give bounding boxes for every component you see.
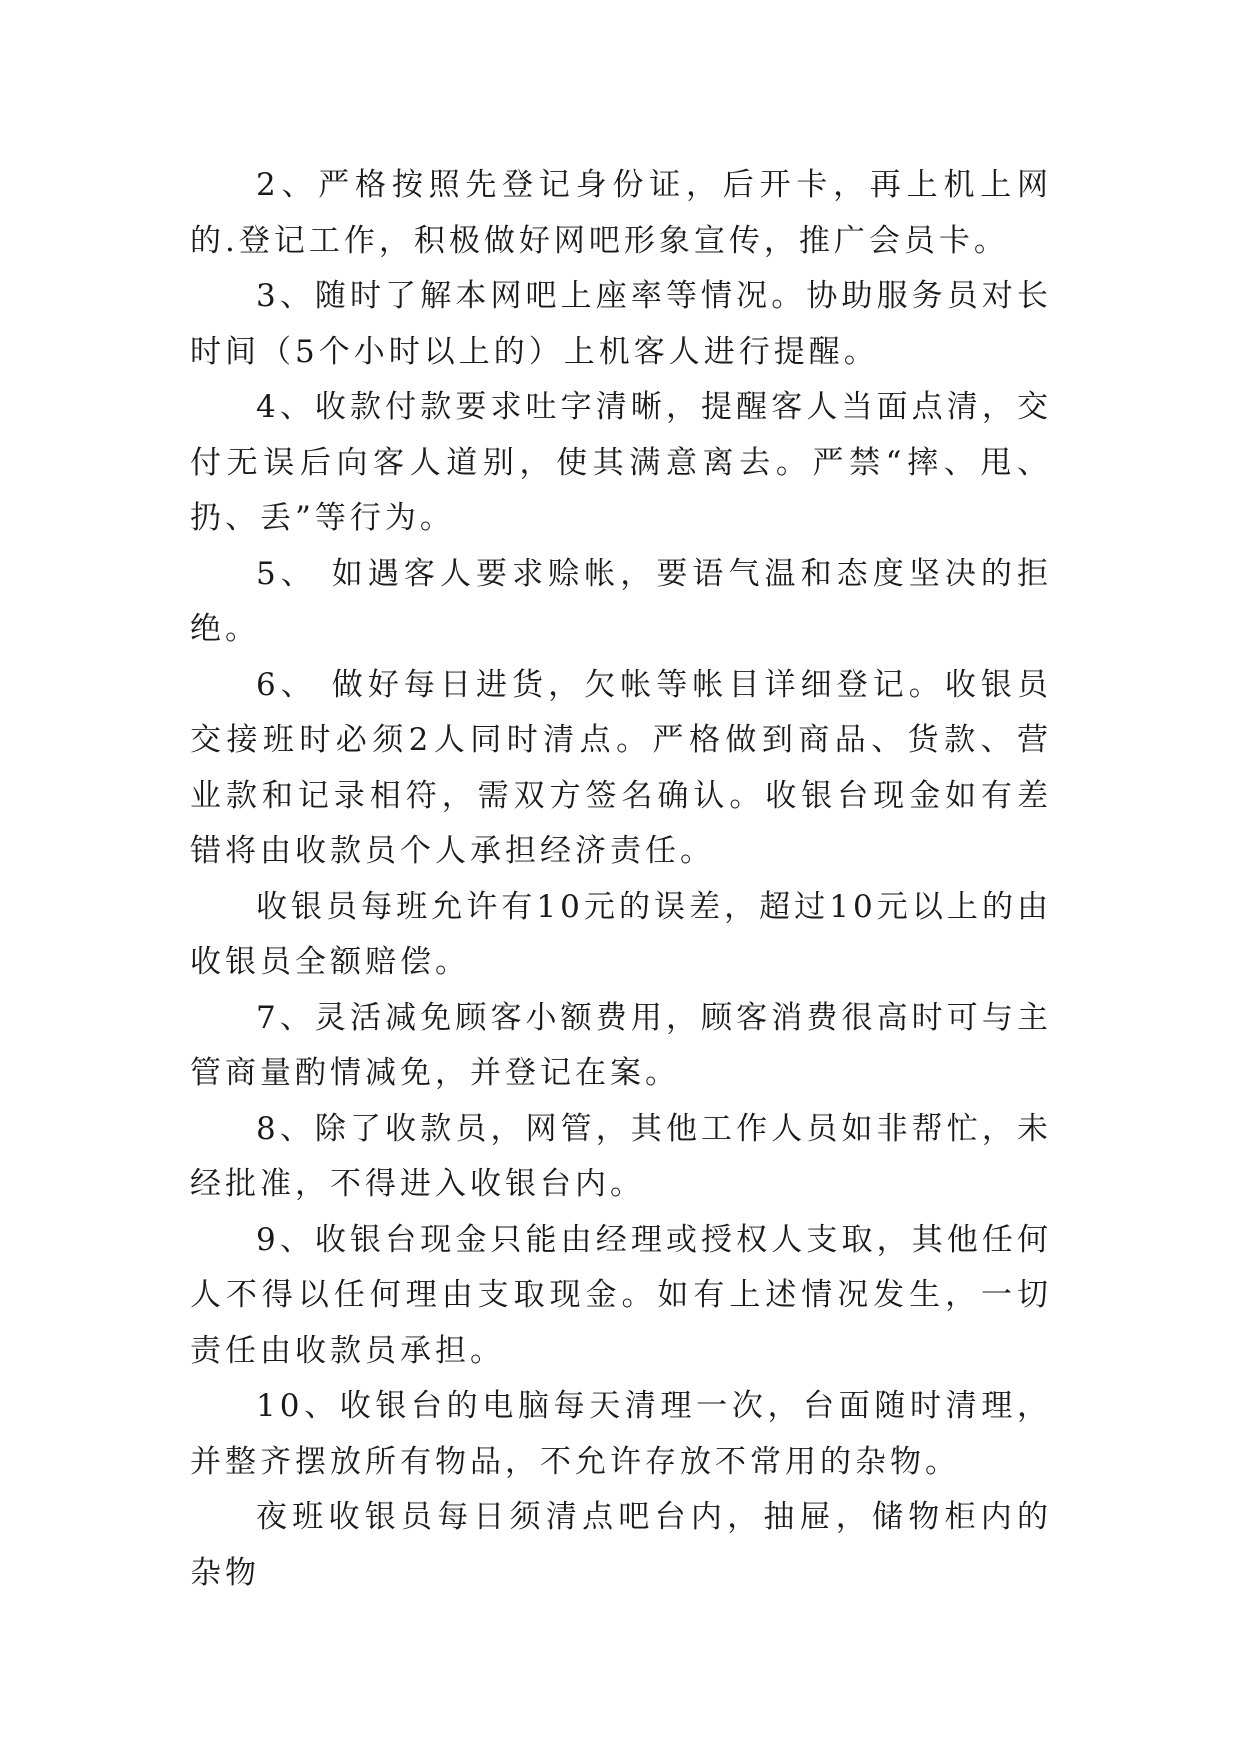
paragraph-rule-9: 9、收银台现金只能由经理或授权人支取，其他任何人不得以任何理由支取现金。如有上述情况发生，一切责任由收款员承担。: [190, 1221, 1052, 1369]
paragraph-cash-tolerance: 收银员每班允许有10元的误差，超过10元以上的由收银员全额赔偿。: [190, 888, 1052, 980]
paragraph-rule-4: 4、收款付款要求吐字清晰，提醒客人当面点清，交付无误后向客人道别，使其满意离去。严禁“摔、甩、扔、丢”等行为。: [190, 389, 1052, 536]
document-body: [190, 158, 1052, 1601]
paragraph-night-shift: 夜班收银员每日须清点吧台内，抽屉，储物柜内的杂物: [190, 1499, 1052, 1591]
paragraph-rule-7: 7、灵活减免顾客小额费用，顾客消费很高时可与主管商量酌情减免，并登记在案。: [190, 999, 1052, 1091]
paragraph-rule-2: 2、严格按照先登记身份证，后开卡，再上机上网的.登记工作，积极做好网吧形象宣传，推广会员卡。: [190, 167, 1052, 259]
paragraph-rule-5: 5、 如遇客人要求赊帐，要语气温和态度坚决的拒绝。: [190, 555, 1052, 647]
paragraph-rule-8: 8、除了收款员，网管，其他工作人员如非帮忙，未经批准，不得进入收银台内。: [190, 1110, 1052, 1202]
paragraph-rule-3: 3、随时了解本网吧上座率等情况。协助服务员对长时间（5个小时以上的）上机客人进行提醒。: [190, 278, 1052, 370]
paragraph-rule-10: 10、收银台的电脑每天清理一次，台面随时清理，并整齐摆放所有物品，不允许存放不常用的杂物。: [190, 1388, 1052, 1480]
paragraph-rule-6: 6、 做好每日进货，欠帐等帐目详细登记。收银员交接班时必须2人同时清点。严格做到商品、货款、营业款和记录相符，需双方签名确认。收银台现金如有差错将由收款员个人承担经济责任。: [190, 666, 1052, 869]
